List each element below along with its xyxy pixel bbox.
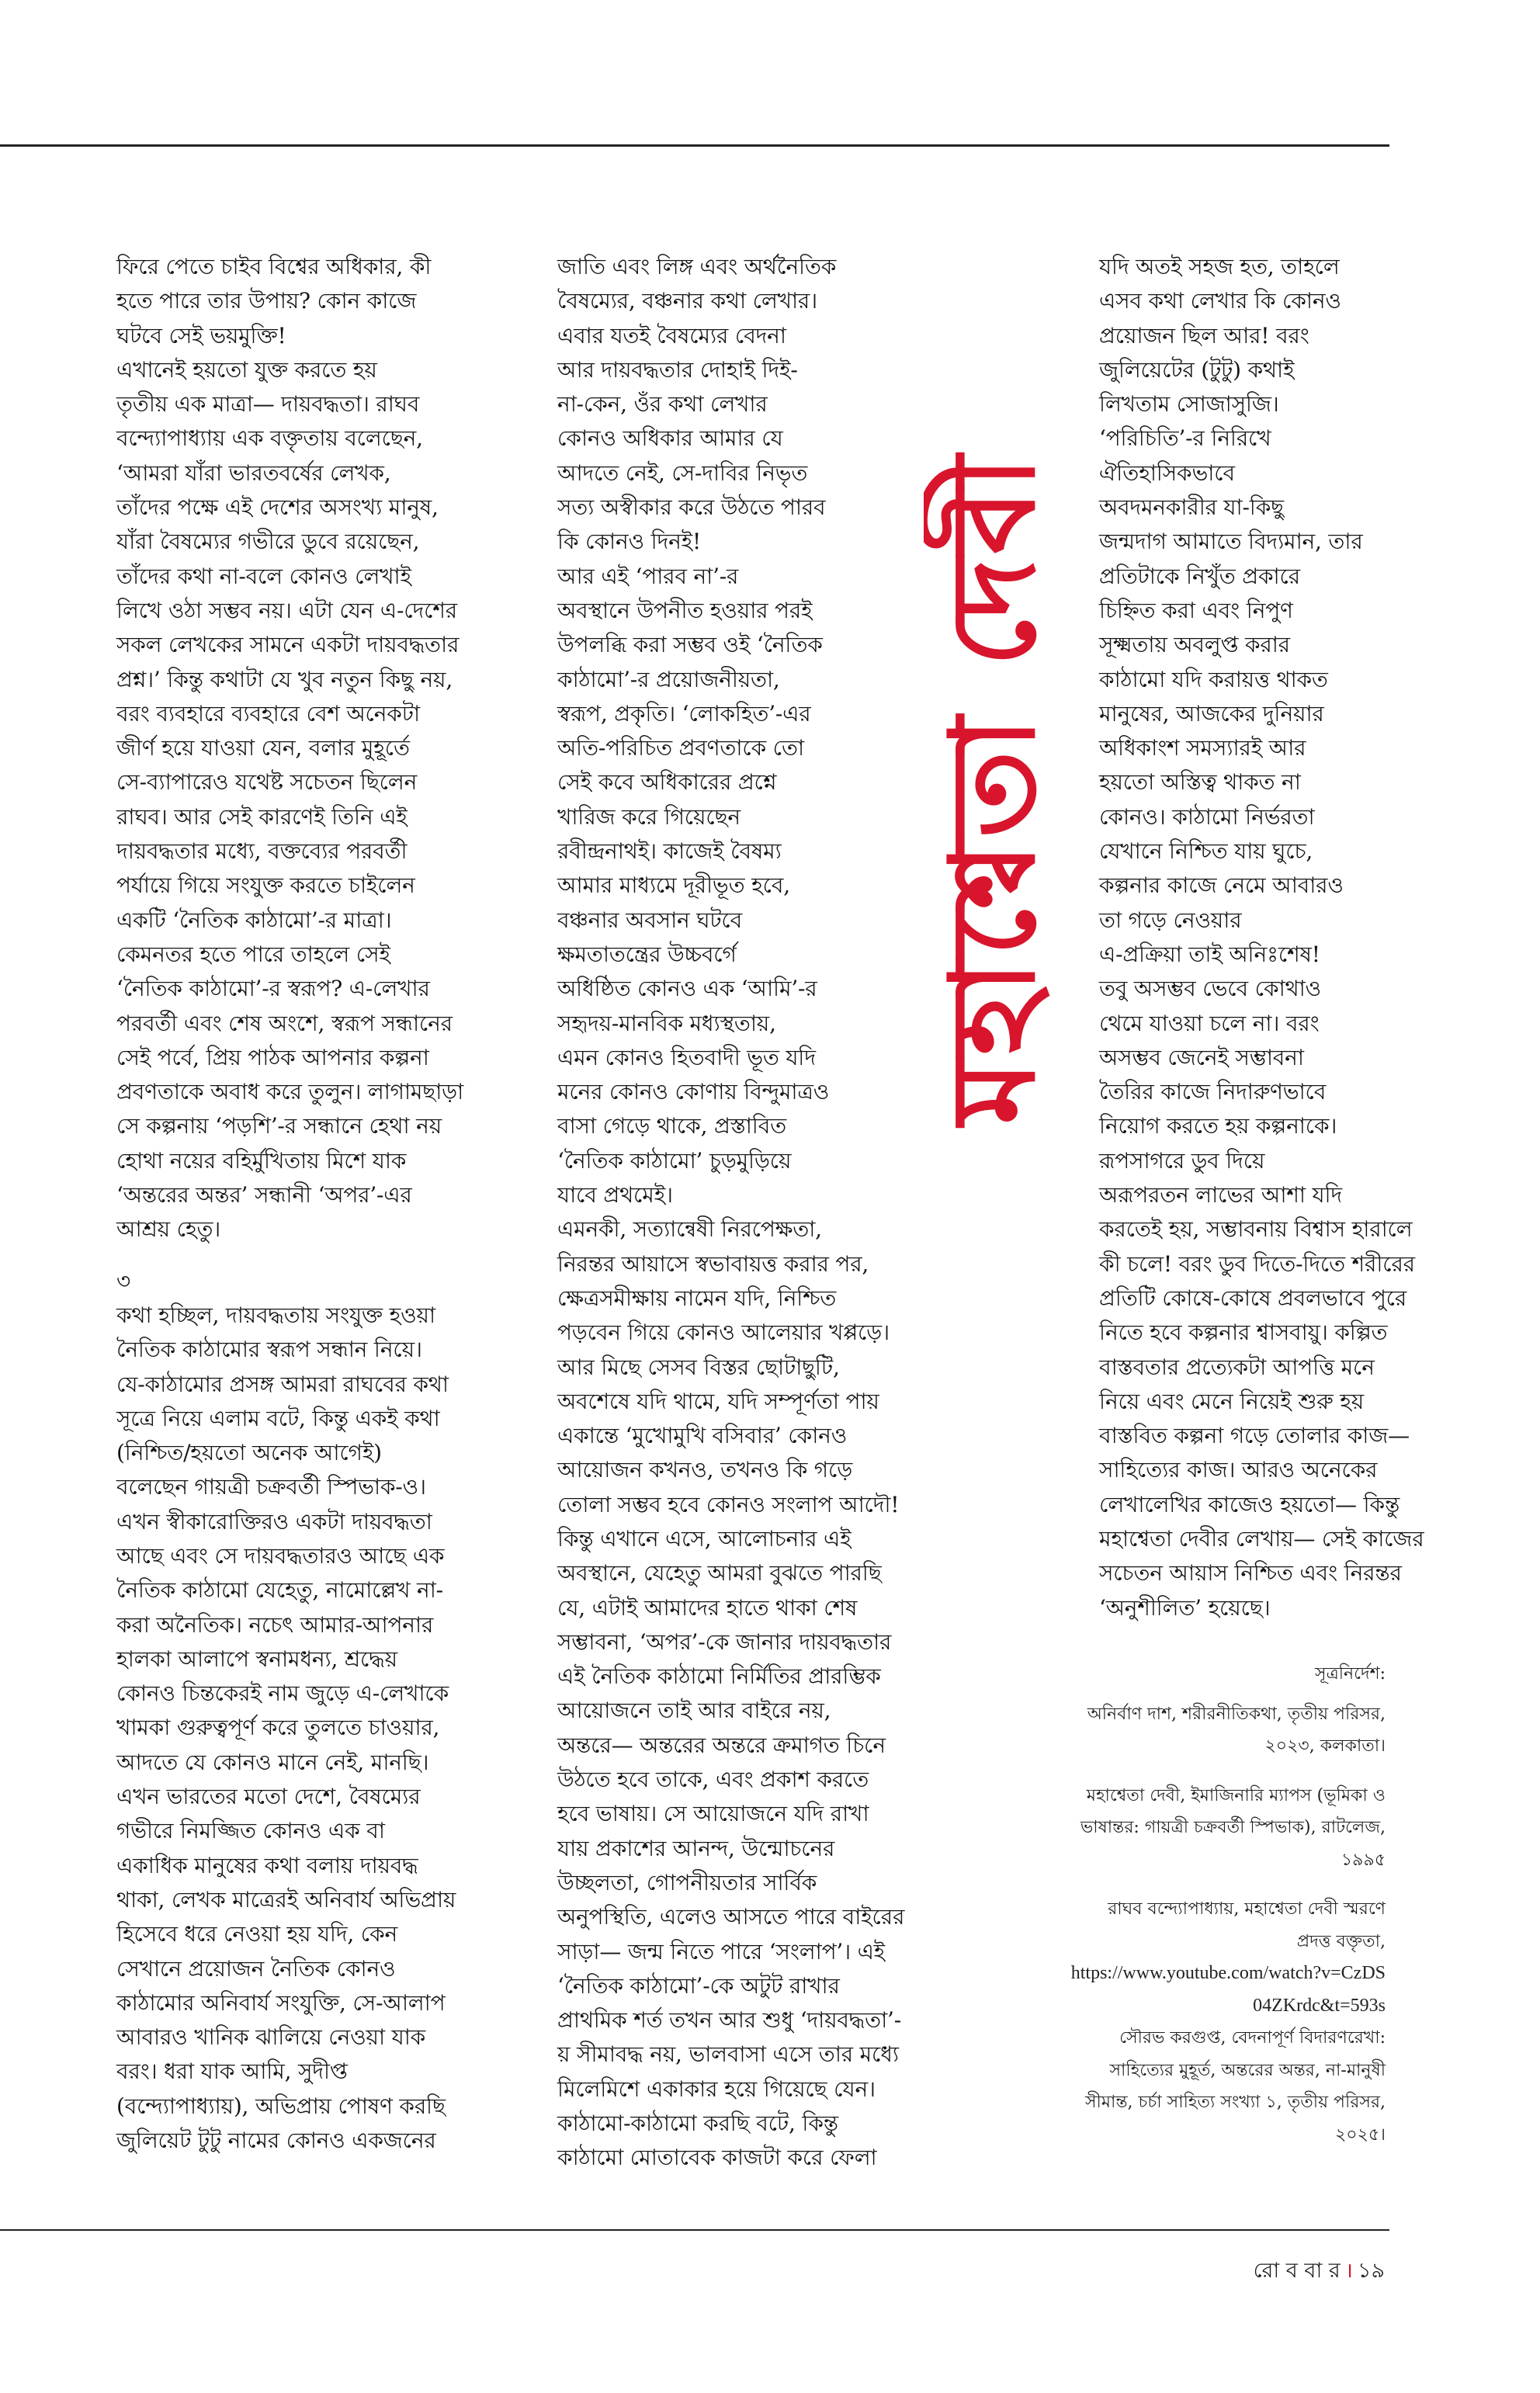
text-line: হালকা আলাপে স্বনামধন্য, শ্রদ্ধেয় — [116, 1646, 397, 1672]
text-line: সত্য অস্বীকার করে উঠতে পারব — [557, 494, 826, 521]
text-line: ‘অন্তরের অন্তর’ সন্ধানী ‘অপর’-এর — [116, 1182, 412, 1209]
text-line: সৌরভ করগুপ্ত, বেদনাপূর্ণ বিদারণরেখা: — [1119, 2028, 1386, 2048]
text-line: সাহিত্যের কাজ। আরও অনেকের — [1099, 1457, 1378, 1483]
column-3 — [1099, 250, 1456, 1625]
text-line: মানুষের, আজকের দুনিয়ার — [1099, 700, 1324, 727]
text-line: উচ্ছলতা, গোপনীয়তার সার্বিক — [557, 1869, 817, 1895]
text-line: করতেই হয়, সম্ভাবনায় বিশ্বাস হারালে — [1099, 1216, 1413, 1243]
text-line: প্রতিটি কোষে-কোষে প্রবলভাবে পুরে — [1099, 1285, 1407, 1311]
text-line: সীমান্ত, চর্চা সাহিত্য সংখ্যা ১, তৃতীয় পরিসর, — [1084, 2093, 1386, 2112]
text-line: প্রশ্ন।’ কিন্তু কথাটা যে খুব নতুন কিছু নয়, — [116, 666, 453, 692]
text-line: রাঘব। আর সেই কারণেই তিনি এই — [116, 803, 408, 830]
top-rule — [0, 144, 1389, 147]
text-line: সহৃদয়-মানবিক মধ্যস্থতায়, — [557, 1010, 776, 1036]
text-line: গভীরে নিমজ্জিত কোনও এক বা — [116, 1818, 385, 1844]
text-line: ক্ষেত্রসমীক্ষায় নামেন যদি, নিশ্চিত — [557, 1285, 837, 1311]
text-line: অধিকাংশ সমস্যারই আর — [1099, 735, 1306, 761]
text-line: যদি অতই সহজ হত, তাহলে — [1099, 254, 1340, 279]
text-line: তোলা সম্ভব হবে কোনও সংলাপ আদৌ! — [557, 1491, 900, 1517]
text-line: সাহিত্যের মুহূর্ত, অন্তরের অন্তর, না-মানুষী — [1109, 2060, 1386, 2080]
text-line: যে, এটাই আমাদের হাতে থাকা শেষ — [557, 1594, 858, 1621]
text-line: বরং ব্যবহারে ব্যবহারে বেশ অনেকটা — [116, 700, 420, 727]
text-line: মহাশ্বেতা দেবীর লেখায়— সেই কাজের — [1099, 1525, 1424, 1552]
text-line: কল্পনার কাজে নেমে আবারও — [1099, 872, 1344, 899]
text-line: করা অনৈতিক। নচেৎ আমার-আপনার — [116, 1611, 434, 1638]
text-line: যেখানে নিশ্চিত যায় ঘুচে, — [1099, 838, 1313, 865]
text-line: মহাশ্বেতা দেবী, ইমাজিনারি ম্যাপস (ভূমিকা ও — [1086, 1785, 1386, 1805]
text-line: অতি-পরিচিত প্রবণতাকে তো — [557, 735, 804, 761]
text-line: সকল লেখকের সামনে একটা দায়বদ্ধতার — [116, 632, 460, 658]
section-number: ৩ — [116, 1268, 131, 1294]
text-line: স্বরূপ, প্রকৃতি। ‘লোকহিত’-এর — [557, 700, 811, 727]
text-line: লিখে ওঠা সম্ভব নয়। এটা যেন এ-দেশের — [116, 597, 457, 623]
text-line: সে-ব্যাপারেও যথেষ্ট সচেতন ছিলেন — [116, 769, 418, 796]
text-line: অবস্থানে উপনীত হওয়ার পরই — [557, 597, 813, 623]
text-line: প্রবণতাকে অবাধ করে তুলুন। লাগামছাড়া — [116, 1079, 464, 1105]
text-line: তা গড়ে নেওয়ার — [1099, 907, 1242, 933]
text-line: মিলেমিশে একাকার হয়ে গিয়েছে যেন। — [557, 2076, 876, 2102]
text-line: বন্দ্যোপাধ্যায় এক বক্তৃতায় বলেছেন, — [116, 425, 423, 452]
column-1-part-b — [116, 1299, 520, 2158]
text-line: জুলিয়েট টুটু নামের কোনও একজনের — [116, 2128, 436, 2154]
text-line: হয়তো অস্তিত্ব থাকত না — [1099, 769, 1301, 796]
text-line: বরং। ধরা যাক আমি, সুদীপ্ত — [116, 2058, 348, 2085]
text-line: কোনও অধিকার আমার যে — [557, 425, 783, 452]
text-line: কথা হচ্ছিল, দায়বদ্ধতায় সংযুক্ত হওয়া — [116, 1302, 435, 1328]
text-line: উপলব্ধি করা সম্ভব ওই ‘নৈতিক — [557, 632, 823, 658]
text-line: নিয়ে এবং মেনে নিয়েই শুরু হয় — [1099, 1388, 1364, 1414]
text-line: নৈতিক কাঠামো যেহেতু, নামোল্লেখ না- — [116, 1577, 443, 1604]
text-line: এখন স্বীকারোক্তিরও একটা দায়বদ্ধতা — [116, 1508, 432, 1535]
text-line: ফিরে পেতে চাইব বিশ্বের অধিকার, কী — [116, 254, 432, 279]
text-line: সূত্রে নিয়ে এলাম বটে, কিন্তু একই কথা — [116, 1405, 440, 1431]
text-line: বলেছেন গায়ত্রী চক্রবর্তী স্পিভাক-ও। — [116, 1474, 426, 1500]
text-line: তৈরির কাজে নিদারুণভাবে — [1099, 1079, 1327, 1105]
text-line: আয়োজন কখনও, তখনও কি গড়ে — [557, 1457, 852, 1483]
text-line: উঠতে হবে তাকে, এবং প্রকাশ করতে — [557, 1767, 869, 1793]
text-line: বাস্তবিত কল্পনা গড়ে তোলার কাজ— — [1099, 1423, 1410, 1449]
text-line: আদতে নেই, সে-দাবির নিভৃত — [557, 460, 808, 486]
text-line: প্রয়োজন ছিল আর! বরং — [1099, 322, 1309, 349]
text-line: অসম্ভব জেনেই সম্ভাবনা — [1099, 1044, 1304, 1070]
text-line: সম্ভাবনা, ‘অপর’-কে জানার দায়বদ্ধতার — [557, 1628, 892, 1655]
text-line: একটি ‘নৈতিক কাঠামো’-র মাত্রা। — [116, 907, 392, 933]
text-line: কোনও চিন্তকেরই নাম জুড়ে এ-লেখাকে — [116, 1680, 449, 1707]
page-footer — [1254, 2255, 1385, 2290]
text-line: অধিষ্ঠিত কোনও এক ‘আমি’-র — [557, 976, 817, 1002]
text-line: কাঠামো-কাঠামো করছি বটে, কিন্তু — [557, 2110, 838, 2137]
text-line: বাসা গেড়ে থাকে, প্রস্তাবিত — [557, 1113, 786, 1139]
text-line: লেখালেখির কাজেও হয়তো— কিন্তু — [1099, 1491, 1400, 1517]
source-link-line-1[interactable]: https://www.youtube.com/watch?v=CzDS — [1070, 1963, 1386, 1983]
text-line: এমনকী, সত্যান্বেষী নিরপেক্ষতা, — [557, 1216, 822, 1243]
text-line: অন্তরে— অন্তরের অন্তরে ক্রমাগত চিনে — [557, 1732, 886, 1758]
text-line: কাঠামো মোতাবেক কাজটা করে ফেলা — [557, 2145, 877, 2171]
text-line: নৈতিক কাঠামোর স্বরূপ সন্ধান নিয়ে। — [116, 1337, 422, 1363]
text-line: আছে এবং সে দায়বদ্ধতারও আছে এক — [116, 1542, 445, 1569]
text-line: আর দায়বদ্ধতার দোহাই দিই- — [557, 356, 798, 383]
text-line: লিখতাম সোজাসুজি। — [1099, 391, 1279, 418]
text-line: রূপসাগরে ডুব দিয়ে — [1099, 1147, 1265, 1174]
text-line: অবস্থানে, যেহেতু আমরা বুঝতে পারছি — [557, 1560, 882, 1587]
text-line: যে-কাঠামোর প্রসঙ্গ আমরা রাঘবের কথা — [116, 1371, 449, 1397]
magazine-name: রো ব বা র — [1253, 2259, 1341, 2283]
text-line: আয়োজনে তাই আর বাইরে নয়, — [557, 1698, 831, 1724]
text-line: জীর্ণ হয়ে যাওয়া যেন, বলার মুহূর্তে — [116, 735, 410, 761]
text-line: তাঁদের পক্ষে এই দেশের অসংখ্য মানুষ, — [116, 494, 439, 521]
text-line: অনুপস্থিতি, এলেও আসতে পারে বাইরের — [557, 1904, 905, 1930]
footer-separator: । — [1344, 2259, 1353, 2283]
source-item-1 — [994, 1698, 1386, 1763]
text-line: ১৯৯৫ — [1341, 1850, 1386, 1870]
text-line: য় সীমাবদ্ধ নয়, ভালবাসা এসে তার মধ্যে — [557, 2041, 899, 2068]
text-line: (বন্দ্যোপাধ্যায়), অভিপ্রায় পোষণ করছি — [116, 2093, 446, 2119]
text-line: হিসেবে ধরে নেওয়া হয় যদি, কেন — [116, 1921, 398, 1947]
text-line: তাঁদের কথা না-বলে কোনও লেখাই — [116, 563, 411, 589]
text-line: এই নৈতিক কাঠামো নির্মিতির প্রারম্ভিক — [557, 1663, 881, 1690]
text-line: সচেতন আয়াস নিশ্চিত এবং নিরন্তর — [1099, 1560, 1402, 1587]
text-line: আশ্রয় হেতু। — [116, 1216, 221, 1243]
sources-section — [994, 1658, 1386, 2151]
text-line: যাবে প্রথমেই। — [557, 1182, 673, 1209]
text-line: এখন ভারতের মতো দেশে, বৈষম্যের — [116, 1784, 421, 1810]
text-line: ‘অনুশীলিত’ হয়েছে। — [1099, 1594, 1271, 1621]
text-line: হতে পারে তার উপায়? কোন কাজে — [116, 288, 417, 314]
text-line: আবারও খানিক ঝালিয়ে নেওয়া যাক — [116, 2024, 426, 2051]
text-line: আদতে যে কোনও মানে নেই, মানছি। — [116, 1749, 429, 1775]
text-line: (নিশ্চিত/হয়তো অনেক আগেই) — [116, 1440, 382, 1466]
text-line: সূক্ষ্মতায় অবলুপ্ত করার — [1099, 632, 1290, 658]
text-line: থাকা, লেখক মাত্রেরই অনিবার্য অভিপ্রায় — [116, 1886, 456, 1913]
text-line: নিতে হবে কল্পনার শ্বাসবায়ু। কল্পিত — [1099, 1320, 1388, 1346]
source-item-4 — [994, 2022, 1386, 2151]
text-line: পর্যায়ে গিয়ে সংযুক্ত করতে চাইলেন — [116, 872, 415, 899]
text-line: ২০২৩, কলকাতা। — [1264, 1736, 1386, 1756]
text-line: এ-প্রক্রিয়া তাই অনিঃশেষ! — [1099, 941, 1320, 967]
text-line: অবশেষে যদি থামে, যদি সম্পূর্ণতা পায় — [557, 1388, 879, 1414]
text-line: এমন কোনও হিতবাদী ভূত যদি — [557, 1044, 816, 1070]
text-line: ‘নৈতিক কাঠামো’ চুড়মুড়িয়ে — [557, 1147, 792, 1174]
text-line: বৈষম্যের, বঞ্চনার কথা লেখার। — [557, 288, 817, 314]
text-line: আমার মাধ্যমে দূরীভূত হবে, — [557, 872, 790, 899]
text-line: কি কোনও দিনই! — [557, 529, 702, 555]
text-line: এখানেই হয়তো যুক্ত করতে হয় — [116, 356, 377, 383]
text-line: না-কেন, ওঁর কথা লেখার — [557, 391, 768, 418]
text-line: নিরন্তর আয়াসে স্বভাবায়ত্ত করার পর, — [557, 1250, 869, 1277]
text-line: প্রাথমিক শর্ত তখন আর শুধু ‘দায়বদ্ধতা’- — [557, 2007, 901, 2034]
text-line: এসব কথা লেখার কি কোনও — [1099, 288, 1341, 314]
text-line: জুলিয়েটের (টুটু) কথাই — [1099, 356, 1295, 383]
text-line: পরবর্তী এবং শেষ অংশে, স্বরূপ সন্ধানের — [116, 1010, 453, 1036]
text-line: কাঠামো’-র প্রয়োজনীয়তা, — [557, 666, 780, 692]
page-number: ১৯ — [1357, 2259, 1385, 2283]
text-line: কী চলে! বরং ডুব দিতে-দিতে শরীরের — [1099, 1250, 1415, 1277]
text-line: অরূপরতন লাভের আশা যদি — [1099, 1182, 1342, 1209]
text-line: বাস্তবতার প্রত্যেকটা আপত্তি মনে — [1099, 1354, 1375, 1380]
text-line: পড়বেন গিয়ে কোনও আলেয়ার খপ্পড়ে। — [557, 1320, 890, 1346]
text-line: ‘নৈতিক কাঠামো’-র স্বরূপ? এ-লেখার — [116, 976, 430, 1002]
text-line: ক্ষমতাতন্ত্রের উচ্চবর্গে — [557, 941, 737, 967]
text-line: আর মিছে সেসব বিস্তর ছোটাছুটি, — [557, 1354, 840, 1380]
text-line: খারিজ করে গিয়েছেন — [557, 803, 741, 830]
text-line: সে কল্পনায় ‘পড়শি’-র সন্ধানে হেথা নয় — [116, 1113, 442, 1139]
text-line: কাঠামো যদি করায়ত্ত থাকত — [1099, 666, 1328, 692]
text-line: রবীন্দ্রনাথই। কাজেই বৈষম্য — [557, 838, 782, 865]
source-link-line-2[interactable]: 04ZKrdc&t=593s — [1253, 1995, 1386, 2016]
column-2 — [557, 250, 961, 2176]
source-item-3 — [994, 1893, 1386, 1958]
text-line: একান্তে ‘মুখোমুখি বসিবার’ কোনও — [557, 1423, 848, 1449]
text-line: দায়বদ্ধতার মধ্যে, বক্তব্যের পরবর্তী — [116, 838, 408, 865]
text-line: চিহ্নিত করা এবং নিপুণ — [1099, 597, 1293, 623]
text-line: জাতি এবং লিঙ্গ এবং অর্থনৈতিক — [557, 254, 837, 279]
text-line: হোথা নয়ের বহির্মুখিতায় মিশে যাক — [116, 1147, 407, 1174]
text-line: খামকা গুরুত্বপূর্ণ করে তুলতে চাওয়ার, — [116, 1715, 440, 1741]
article-title-text: মহাশ্বেতা দেবী — [926, 451, 1061, 1125]
text-line: মনের কোনও কোণায় বিন্দুমাত্রও — [557, 1079, 830, 1105]
bottom-rule — [0, 2229, 1389, 2231]
article-title — [924, 229, 1079, 1347]
text-line: হবে ভাষায়। সে আয়োজনে যদি রাখা — [557, 1801, 869, 1827]
text-line: রাঘব বন্দ্যোপাধ্যায়, মহাশ্বেতা দেবী স্মরণে — [1108, 1899, 1386, 1919]
text-line: অনির্বাণ দাশ, শরীরনীতিকথা, তৃতীয় পরিসর, — [1087, 1704, 1386, 1724]
text-line: ‘নৈতিক কাঠামো’-কে অটুট রাখার — [557, 1972, 840, 1999]
text-line: ভাষান্তর: গায়ত্রী চক্রবর্তী স্পিভাক), রাটলেজ, — [1080, 1818, 1386, 1837]
text-line: কিন্তু এখানে এসে, আলোচনার এই — [557, 1525, 852, 1552]
text-line: যাঁরা বৈষম্যের গভীরে ডুবে রয়েছেন, — [116, 529, 420, 555]
text-line: থেমে যাওয়া চলে না। বরং — [1099, 1010, 1320, 1036]
text-line: সেই কবে অধিকারের প্রশ্নে — [557, 769, 777, 796]
text-line: একাধিক মানুষের কথা বলায় দায়বদ্ধ — [116, 1852, 418, 1878]
text-line: আর এই ‘পারব না’-র — [557, 563, 739, 589]
text-line: সাড়া— জন্ম নিতে পারে ‘সংলাপ’। এই — [557, 1938, 886, 1965]
text-line: ‘আমরা যাঁরা ভারতবর্ষের লেখক, — [116, 460, 391, 486]
text-line: তৃতীয় এক মাত্রা— দায়বদ্ধতা। রাঘব — [116, 391, 420, 418]
text-line: জন্মদাগ আমাতে বিদ্যমান, তার — [1099, 529, 1363, 555]
text-line: ‘পরিচিতি’-র নিরিখে — [1099, 425, 1271, 452]
text-line: ঘটবে সেই ভয়মুক্তি! — [116, 322, 286, 349]
sources-heading: সূত্রনির্দেশ: — [1315, 1664, 1386, 1684]
text-line: প্রদত্ত বক্তৃতা, — [1296, 1931, 1386, 1951]
text-line: কোনও। কাঠামো নির্ভরতা — [1099, 803, 1315, 830]
text-line: ২০২৫। — [1334, 2124, 1386, 2145]
source-item-2 — [994, 1780, 1386, 1877]
text-line: সেখানে প্রয়োজন নৈতিক কোনও — [116, 1955, 396, 1982]
text-line: নিয়োগ করতে হয় কল্পনাকে। — [1099, 1113, 1337, 1139]
text-line: তবু অসম্ভব ভেবে কোথাও — [1099, 976, 1321, 1002]
text-line: সেই পর্বে, প্রিয় পাঠক আপনার কল্পনা — [116, 1044, 429, 1070]
text-line: অবদমনকারীর যা-কিছু — [1099, 494, 1284, 521]
column-1 — [116, 250, 520, 2158]
text-line: কাঠামোর অনিবার্য সংযুক্তি, সে-আলাপ — [116, 1989, 446, 2016]
text-line: প্রতিটাকে নিখুঁত প্রকারে — [1099, 563, 1300, 589]
text-line: ঐতিহাসিকভাবে — [1099, 460, 1235, 486]
column-1-part-a — [116, 250, 520, 1247]
text-line: এবার যতই বৈষম্যের বেদনা — [557, 322, 786, 349]
text-line: কেমনতর হতে পারে তাহলে সেই — [116, 941, 390, 967]
text-line: বঞ্চনার অবসান ঘটবে — [557, 907, 743, 933]
text-line: যায় প্রকাশের আনন্দ, উন্মোচনের — [557, 1835, 835, 1861]
